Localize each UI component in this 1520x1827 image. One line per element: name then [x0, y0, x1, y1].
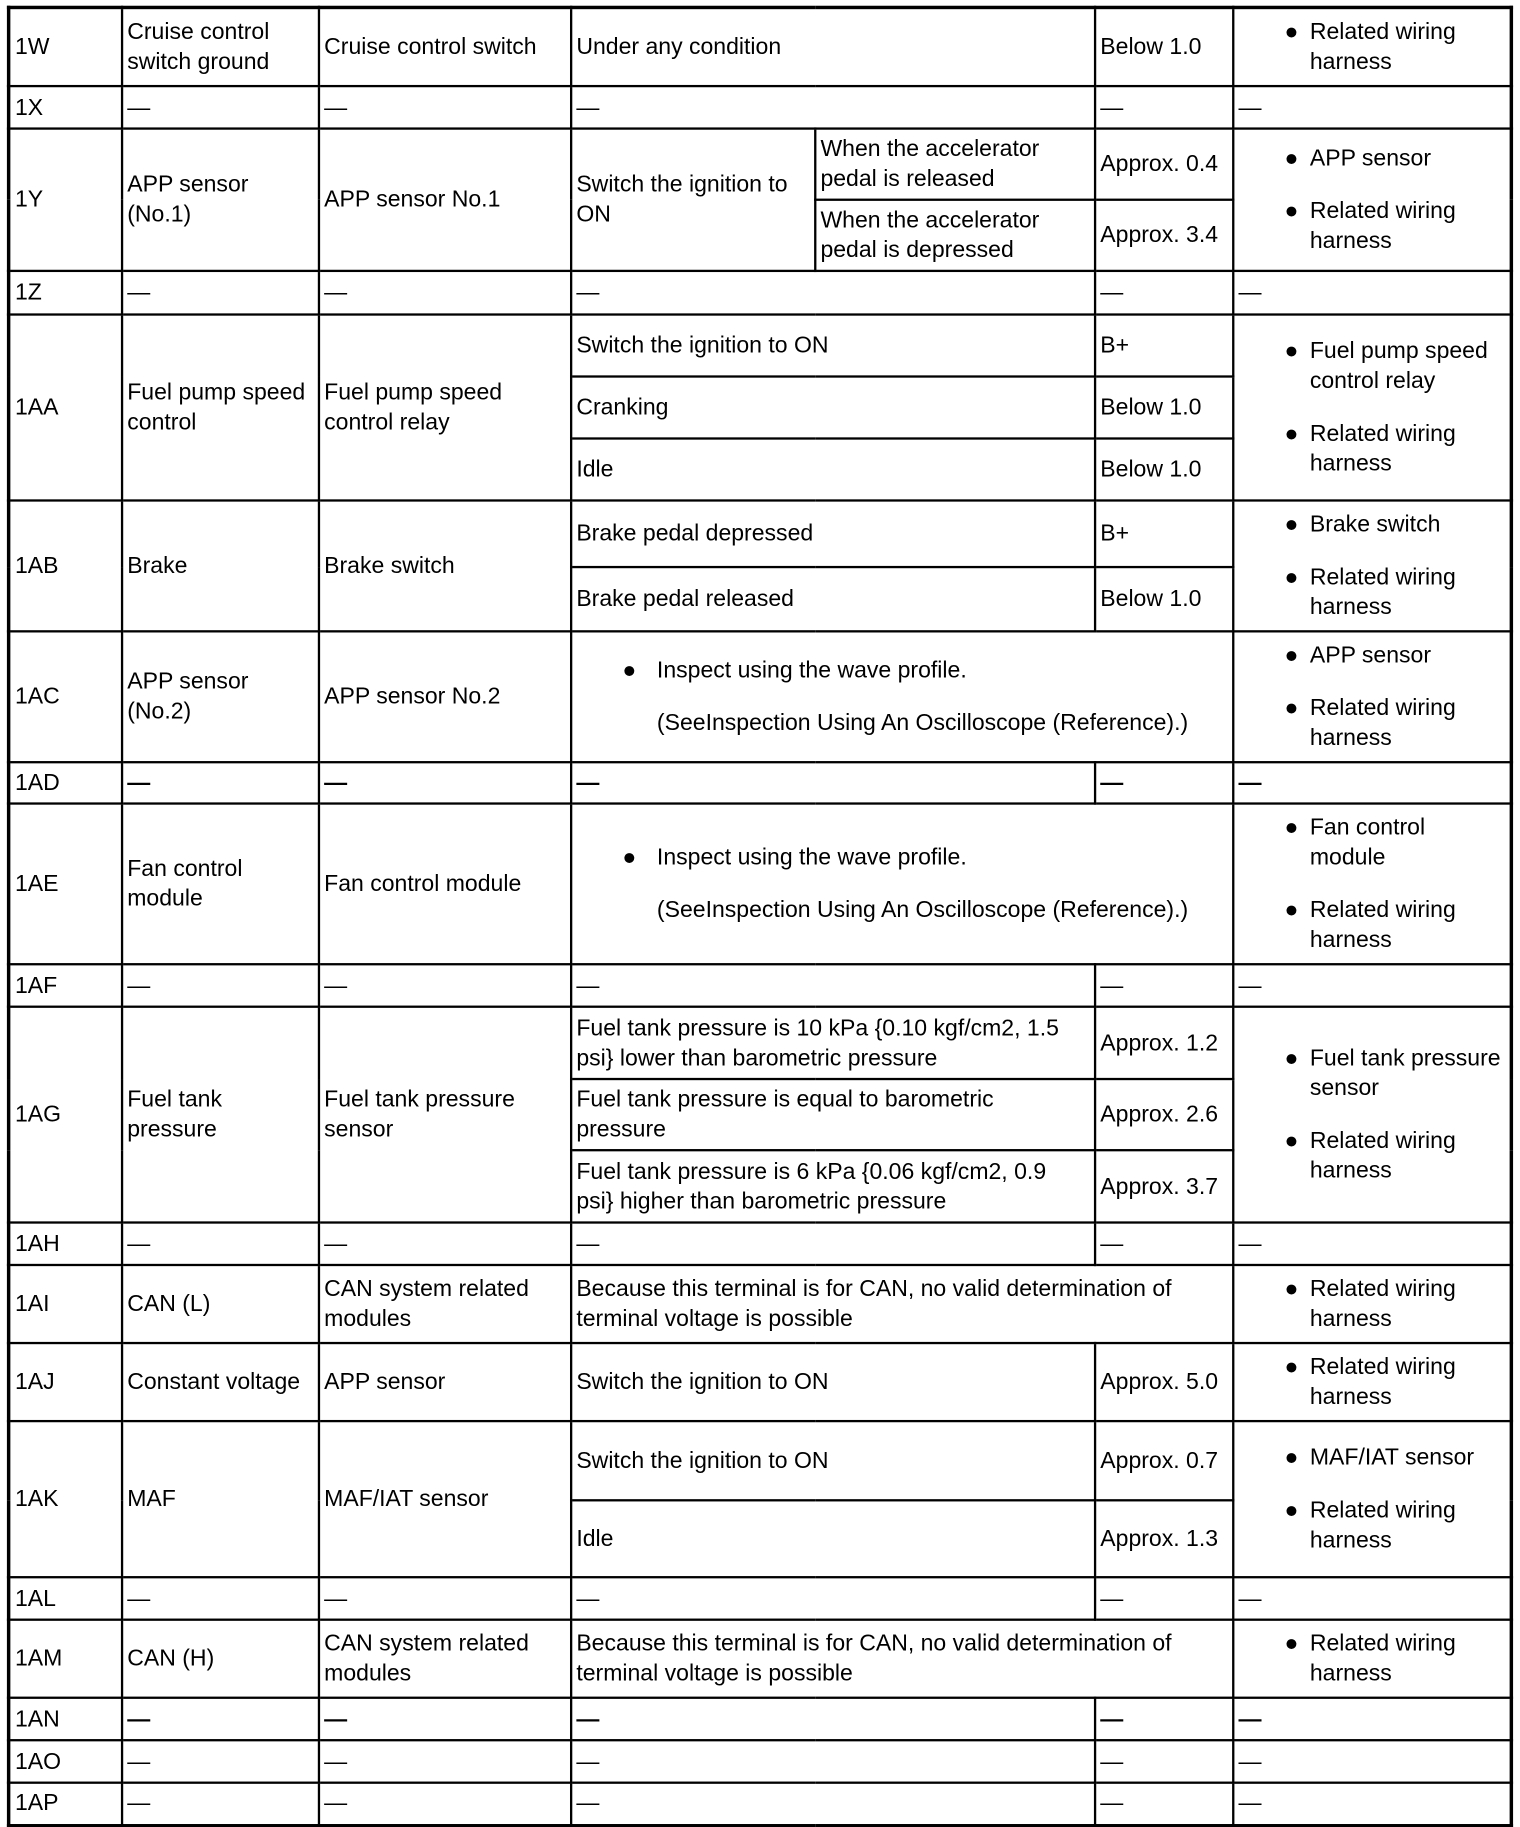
- bullet-icon: ●: [1284, 695, 1299, 721]
- condition-cell: Switch the ignition to ON: [571, 1343, 1095, 1421]
- voltage-cell: Below 1.0: [1095, 7, 1233, 86]
- check-cell: —: [1233, 271, 1512, 315]
- signal-cell: APP sensor (No.1): [121, 129, 318, 271]
- table-row: [9, 86, 1512, 128]
- connected-to-cell: CAN system related modules: [318, 1265, 570, 1343]
- voltage-cell: Approx. 3.7: [1095, 1150, 1233, 1222]
- condition-cell: [571, 631, 1233, 762]
- voltage-cell: Approx. 1.2: [1095, 1007, 1233, 1079]
- bullet-icon: ●: [1284, 815, 1299, 841]
- connected-to-cell: —: [318, 271, 570, 315]
- table-row: [9, 804, 1512, 965]
- table-row: [9, 1698, 1512, 1740]
- connected-to-cell: APP sensor No.1: [318, 129, 570, 271]
- bullet-icon: ●: [1284, 145, 1299, 172]
- check-item: ● Related wiring harness: [1238, 419, 1505, 479]
- bullet-icon: ●: [1284, 198, 1299, 224]
- check-cell: [1233, 804, 1512, 965]
- terminal-cell: 1AD: [9, 762, 122, 803]
- check-cell: [1233, 1620, 1512, 1698]
- bullet-icon: ●: [1284, 1631, 1299, 1657]
- inspection-note: ● Inspect using the wave profile. (SeeInspection Using An Oscilloscope (Reference).): [576, 843, 1227, 926]
- connected-to-cell: APP sensor No.2: [318, 631, 570, 762]
- signal-cell: APP sensor (No.2): [121, 631, 318, 762]
- check-item: ● Related wiring harness: [1238, 196, 1505, 256]
- condition-cell: —: [571, 1577, 1095, 1619]
- check-cell: —: [1233, 964, 1512, 1006]
- voltage-cell: —: [1095, 762, 1233, 803]
- voltage-cell: Below 1.0: [1095, 566, 1233, 631]
- connected-to-cell: —: [318, 1740, 570, 1782]
- bullet-icon: ●: [1284, 338, 1299, 364]
- table-row: [9, 1421, 1512, 1500]
- signal-cell: Fan control module: [121, 804, 318, 965]
- table-row: [9, 7, 1512, 86]
- voltage-cell: Approx. 5.0: [1095, 1343, 1233, 1421]
- signal-cell: —: [121, 1223, 318, 1265]
- table-row: [9, 631, 1512, 762]
- condition-cell: Under any condition: [571, 7, 1095, 86]
- signal-cell: CAN (H): [121, 1620, 318, 1698]
- bullet-icon: ●: [1284, 19, 1299, 45]
- terminal-cell: 1AE: [9, 804, 122, 965]
- check-item: ● Related wiring harness: [1238, 1126, 1505, 1186]
- voltage-cell: —: [1095, 1223, 1233, 1265]
- terminal-voltage-table: [7, 6, 1513, 1827]
- voltage-cell: —: [1095, 964, 1233, 1006]
- condition-cell: Idle: [571, 438, 1095, 500]
- table-row: [9, 129, 1512, 200]
- terminal-cell: 1AB: [9, 500, 122, 631]
- signal-cell: Brake: [121, 500, 318, 631]
- condition-cell: —: [571, 964, 1095, 1006]
- terminal-cell: 1AC: [9, 631, 122, 762]
- condition-cell: Brake pedal released: [571, 566, 1095, 631]
- connected-to-cell: CAN system related modules: [318, 1620, 570, 1698]
- connected-to-cell: —: [318, 762, 570, 803]
- terminal-cell: 1AL: [9, 1577, 122, 1619]
- terminal-cell: 1AG: [9, 1007, 122, 1223]
- bullet-icon: ●: [622, 844, 637, 871]
- voltage-cell: Approx. 0.7: [1095, 1421, 1233, 1500]
- check-item: ● Fuel pump speed control relay: [1238, 336, 1505, 396]
- connected-to-cell: —: [318, 1698, 570, 1740]
- voltage-cell: —: [1095, 1783, 1233, 1825]
- signal-cell: —: [121, 86, 318, 128]
- check-item: ● Related wiring harness: [1238, 1629, 1505, 1689]
- condition-cell: Idle: [571, 1500, 1095, 1577]
- condition-cell: —: [571, 1698, 1095, 1740]
- signal-cell: MAF: [121, 1421, 318, 1577]
- check-item: ● Related wiring harness: [1238, 17, 1505, 77]
- check-cell: [1233, 1343, 1512, 1421]
- connected-to-cell: Fan control module: [318, 804, 570, 965]
- condition-cell: Cranking: [571, 377, 1095, 439]
- terminal-cell: 1AP: [9, 1783, 122, 1825]
- signal-cell: —: [121, 1577, 318, 1619]
- connected-to-cell: —: [318, 86, 570, 128]
- table-row: [9, 1007, 1512, 1079]
- voltage-cell: Below 1.0: [1095, 377, 1233, 439]
- table-row: [9, 1223, 1512, 1265]
- check-cell: [1233, 500, 1512, 631]
- connected-to-cell: —: [318, 964, 570, 1006]
- bullet-icon: ●: [1284, 1445, 1299, 1471]
- sub-condition-cell: When the accelerator pedal is depressed: [815, 200, 1095, 271]
- condition-cell: —: [571, 271, 1095, 315]
- condition-cell: —: [571, 1783, 1095, 1825]
- voltage-cell: —: [1095, 86, 1233, 128]
- table-row: [9, 762, 1512, 803]
- bullet-icon: ●: [1284, 1498, 1299, 1524]
- check-item: ● Related wiring harness: [1238, 562, 1505, 622]
- signal-cell: CAN (L): [121, 1265, 318, 1343]
- terminal-cell: 1AK: [9, 1421, 122, 1577]
- connected-to-cell: MAF/IAT sensor: [318, 1421, 570, 1577]
- table-row: [9, 1343, 1512, 1421]
- voltage-cell: —: [1095, 1698, 1233, 1740]
- check-item: ● Related wiring harness: [1238, 1496, 1505, 1556]
- condition-cell: —: [571, 86, 1095, 128]
- voltage-cell: Approx. 0.4: [1095, 129, 1233, 200]
- condition-cell: —: [571, 762, 1095, 803]
- terminal-cell: 1AM: [9, 1620, 122, 1698]
- condition-cell: —: [571, 1223, 1095, 1265]
- check-item: ● Related wiring harness: [1238, 895, 1505, 955]
- voltage-cell: —: [1095, 1740, 1233, 1782]
- condition-cell: Because this terminal is for CAN, no valid determination of terminal voltage is possible: [571, 1265, 1233, 1343]
- check-cell: —: [1233, 1783, 1512, 1825]
- table-row: [9, 1783, 1512, 1825]
- sub-condition-cell: When the accelerator pedal is released: [815, 129, 1095, 200]
- bullet-icon: ●: [1284, 1128, 1299, 1154]
- voltage-cell: Approx. 2.6: [1095, 1079, 1233, 1150]
- connected-to-cell: Fuel tank pressure sensor: [318, 1007, 570, 1223]
- signal-cell: —: [121, 1783, 318, 1825]
- check-cell: —: [1233, 86, 1512, 128]
- bullet-icon: ●: [1284, 1276, 1299, 1302]
- bullet-icon: ●: [1284, 897, 1299, 923]
- voltage-cell: Below 1.0: [1095, 438, 1233, 500]
- signal-cell: Fuel pump speed control: [121, 315, 318, 501]
- check-cell: —: [1233, 1740, 1512, 1782]
- connected-to-cell: Fuel pump speed control relay: [318, 315, 570, 501]
- terminal-cell: 1AF: [9, 964, 122, 1006]
- table-row: [9, 1265, 1512, 1343]
- signal-cell: —: [121, 1698, 318, 1740]
- check-item: ● APP sensor: [1238, 143, 1505, 173]
- check-cell: [1233, 315, 1512, 501]
- condition-cell: [571, 804, 1233, 965]
- check-cell: [1233, 1421, 1512, 1577]
- condition-cell: Fuel tank pressure is 10 kPa {0.10 kgf/cm2, 1.5 psi} lower than barometric pressure: [571, 1007, 1095, 1079]
- check-item: ● Brake switch: [1238, 510, 1505, 540]
- check-cell: —: [1233, 1223, 1512, 1265]
- condition-cell: Because this terminal is for CAN, no valid determination of terminal voltage is possible: [571, 1620, 1233, 1698]
- terminal-cell: 1AN: [9, 1698, 122, 1740]
- voltage-cell: B+: [1095, 315, 1233, 377]
- bullet-icon: ●: [622, 657, 637, 684]
- check-cell: [1233, 631, 1512, 762]
- check-cell: [1233, 129, 1512, 271]
- signal-cell: —: [121, 1740, 318, 1782]
- terminal-cell: 1Y: [9, 129, 122, 271]
- check-cell: [1233, 1007, 1512, 1223]
- terminal-cell: 1AI: [9, 1265, 122, 1343]
- signal-cell: —: [121, 964, 318, 1006]
- bullet-icon: ●: [1284, 421, 1299, 447]
- voltage-cell: —: [1095, 1577, 1233, 1619]
- table-row: [9, 1577, 1512, 1619]
- signal-cell: —: [121, 271, 318, 315]
- bullet-icon: ●: [1284, 642, 1299, 669]
- condition-cell: Switch the ignition to ON: [571, 315, 1095, 377]
- table-row: [9, 1740, 1512, 1782]
- condition-cell: Switch the ignition to ON: [571, 129, 815, 271]
- check-item: ● Fuel tank pressure sensor: [1238, 1043, 1505, 1103]
- table-row: [9, 964, 1512, 1006]
- connected-to-cell: —: [318, 1577, 570, 1619]
- check-cell: —: [1233, 762, 1512, 803]
- signal-cell: Constant voltage: [121, 1343, 318, 1421]
- terminal-cell: 1AO: [9, 1740, 122, 1782]
- terminal-cell: 1AH: [9, 1223, 122, 1265]
- voltage-cell: Approx. 3.4: [1095, 200, 1233, 271]
- bullet-icon: ●: [1284, 1354, 1299, 1380]
- signal-cell: —: [121, 762, 318, 803]
- voltage-cell: Approx. 1.3: [1095, 1500, 1233, 1577]
- connected-to-cell: Brake switch: [318, 500, 570, 631]
- check-cell: [1233, 1265, 1512, 1343]
- bullet-icon: ●: [1284, 1045, 1299, 1071]
- voltage-cell: —: [1095, 271, 1233, 315]
- check-item: ● APP sensor: [1238, 641, 1505, 671]
- check-item: ● MAF/IAT sensor: [1238, 1443, 1505, 1473]
- terminal-cell: 1AA: [9, 315, 122, 501]
- terminal-cell: 1AJ: [9, 1343, 122, 1421]
- condition-cell: Fuel tank pressure is equal to barometric pressure: [571, 1079, 1095, 1150]
- bullet-icon: ●: [1284, 564, 1299, 591]
- inspection-note: ● Inspect using the wave profile. (SeeInspection Using An Oscilloscope (Reference).): [576, 655, 1227, 738]
- connected-to-cell: APP sensor: [318, 1343, 570, 1421]
- condition-cell: Brake pedal depressed: [571, 500, 1095, 566]
- table-row: [9, 500, 1512, 566]
- table-row: [9, 1620, 1512, 1698]
- check-item: ● Related wiring harness: [1238, 1274, 1505, 1334]
- check-cell: —: [1233, 1698, 1512, 1740]
- connected-to-cell: —: [318, 1783, 570, 1825]
- check-cell: [1233, 7, 1512, 86]
- check-cell: —: [1233, 1577, 1512, 1619]
- terminal-cell: 1W: [9, 7, 122, 86]
- connected-to-cell: Cruise control switch: [318, 7, 570, 86]
- signal-cell: Cruise control switch ground: [121, 7, 318, 86]
- condition-cell: Switch the ignition to ON: [571, 1421, 1095, 1500]
- check-item: ● Related wiring harness: [1238, 1352, 1505, 1412]
- connected-to-cell: —: [318, 1223, 570, 1265]
- check-item: ● Fan control module: [1238, 813, 1505, 873]
- terminal-cell: 1X: [9, 86, 122, 128]
- condition-cell: —: [571, 1740, 1095, 1782]
- table-row: [9, 315, 1512, 377]
- condition-cell: Fuel tank pressure is 6 kPa {0.06 kgf/cm2, 0.9 psi} higher than barometric pressure: [571, 1150, 1095, 1222]
- terminal-cell: 1Z: [9, 271, 122, 315]
- check-item: ● Related wiring harness: [1238, 693, 1505, 753]
- table-row: [9, 271, 1512, 315]
- voltage-cell: B+: [1095, 500, 1233, 566]
- signal-cell: Fuel tank pressure: [121, 1007, 318, 1223]
- bullet-icon: ●: [1284, 511, 1299, 538]
